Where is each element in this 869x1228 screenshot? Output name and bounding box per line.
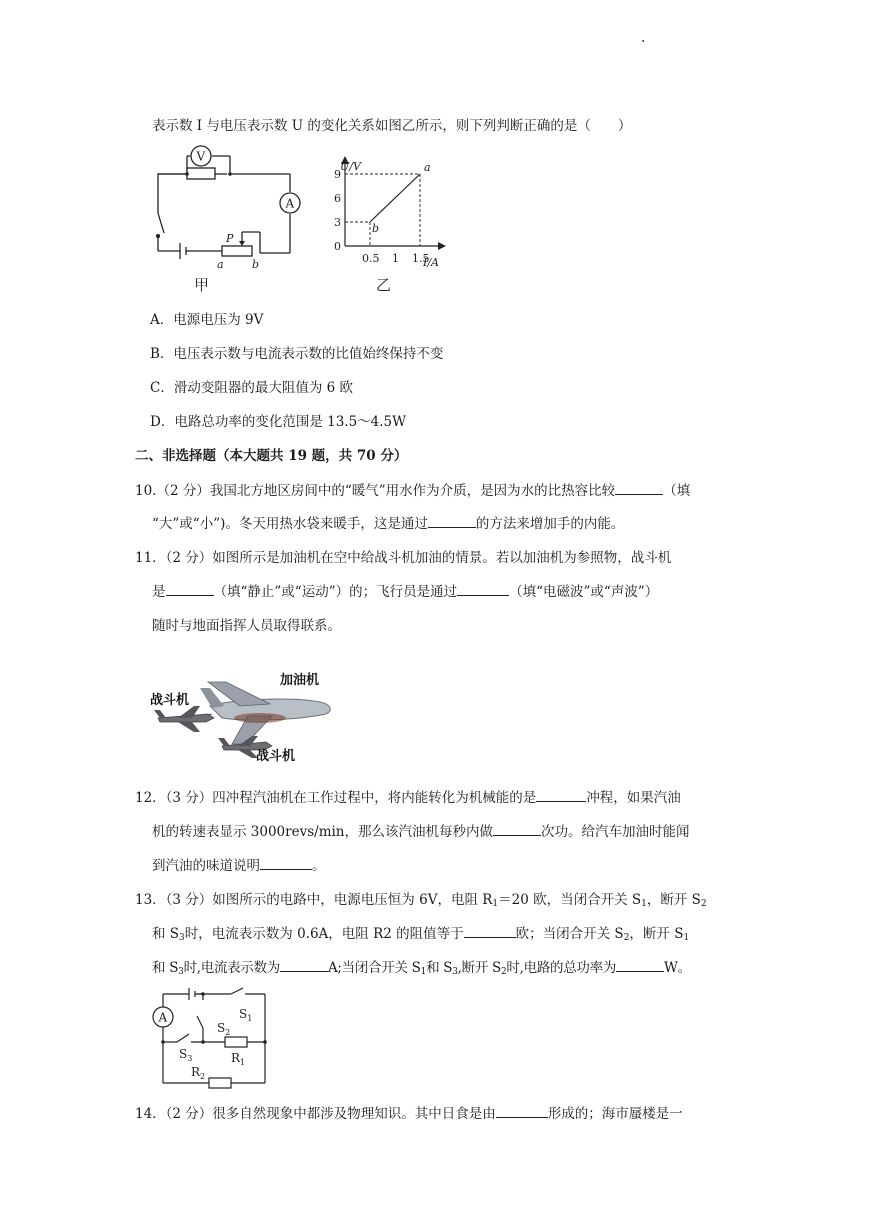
q12-line3 [152,854,326,874]
q13-sub: 1 [420,967,427,977]
q12-blank-3[interactable] [260,855,312,870]
ammeter-label-q13: A [158,1010,168,1025]
q13-line1 [135,888,707,909]
fighter-label-1: 战斗机 [150,693,190,708]
resistor-r2-label: $R_2$ [191,1065,206,1081]
q12-text-1: 12．（3 分）四冲程汽油机在工作过程中，将内能转化为机械能的是 [135,790,537,806]
switch-s3-label: $S_3$ [179,1047,193,1063]
q13-text-13: 时,电路的总功率为 [506,960,617,976]
q11-text-1: 是 [152,584,166,600]
q10-line2 [152,512,624,532]
slider-p-label: P [226,232,234,245]
x-tick-label: 1.5 [412,252,430,265]
q12-text-2: 冲程，如果汽油 [586,790,681,806]
q13-text-1: 13．（3 分）如图所示的电路中，电源电压恒为 6V，电阻 R [135,892,493,908]
q11-line2 [152,580,658,600]
q10-blank-2[interactable] [428,513,476,528]
q13-sub: 1 [641,899,647,909]
y-tick-label: 9 [334,168,341,181]
q9-option-b: B．电压表示数与电流表示数的比值始终保持不变 [150,346,444,362]
q13-text-9: 时,电流表示数为 [183,960,280,976]
refuel-image [148,666,338,766]
x-axis-label: I/A [423,256,439,269]
y-tick-label: 6 [334,192,341,205]
ui-chart [310,150,460,295]
rheostat-end-b: b [252,258,260,271]
q13-sub: 2 [500,967,507,977]
q13-sub: 2 [623,933,630,943]
q13-text-2: ＝20 欧，当闭合开关 S [498,892,642,908]
y-tick-label: 0 [334,240,341,253]
q10-blank-1[interactable] [615,480,663,495]
q13-sub: 1 [492,899,499,909]
fighter-plane-icon [154,706,214,732]
q12-text-5: 到汽油的味道说明 [152,858,260,874]
q13-text-4: 和 S [152,926,180,942]
point-label: b [372,222,380,235]
q14-blank-1[interactable] [496,1103,548,1118]
q11-blank-1[interactable] [166,581,214,596]
q12-line1 [135,786,681,806]
q12-blank-2[interactable] [493,821,541,836]
fighter-label-2: 战斗机 [256,749,296,764]
point-label: a [424,161,431,174]
q9-stem: 表示数 I 与电压表示数 U 的变化关系如图乙所示，则下列判断正确的是（ ） [152,118,632,134]
q10-line1 [135,479,690,499]
q9-option-d: D．电路总功率的变化范围是 13.5～4.5W [150,414,407,430]
section-heading: 二、非选择题（本大题共 19 题，共 70 分） [135,448,408,464]
q13-text-14: W。 [664,960,691,976]
q13-blank-3[interactable] [616,957,664,972]
q13-line3 [152,956,691,977]
header-dot: . [641,30,646,46]
q13-blank-1[interactable] [464,923,516,938]
x-tick-label: 0.5 [362,252,380,265]
q11-text-2: （填“静止”或“运动”）的；飞行员是通过 [213,584,458,600]
q13-line2 [152,922,689,943]
q12-text-6: 。 [312,858,326,874]
q13-sub: 3 [179,933,185,943]
q9-option-c: C．滑动变阻器的最大阻值为 6 欧 [150,380,354,396]
circuit-figure-jia [150,138,310,296]
q13-text-3: ，断开 S [646,892,701,908]
q9-option-a: A．电源电压为 9V [150,312,264,328]
q14-text-1: 14．（2 分）很多自然现象中都涉及物理知识。其中日食是由 [135,1106,496,1122]
q13-text-12: ,断开 S [457,960,501,976]
q12-text-3: 机的转速表显示 3000revs/min，那么该汽油机每秒内做 [152,824,494,840]
q13-sub: 1 [683,933,690,943]
ammeter-label: A [285,196,295,211]
figure-caption-jia: 甲 [194,276,210,294]
q14-text-2: 形成的；海市蜃楼是一 [547,1106,683,1122]
q13-text-8: 和 S [152,960,179,976]
resistor-r1-label: $R_1$ [231,1051,246,1067]
x-tick-label: 1 [392,252,399,265]
q10-text-2: （填 [663,483,691,499]
q13-sub: 3 [452,967,458,977]
circuit-figure-q13 [145,986,275,1090]
q13-sub: 2 [700,899,707,909]
q13-text-11: 和 S [426,960,453,976]
y-axis-label: U/V [340,160,361,173]
q11-blank-2[interactable] [457,581,509,596]
q10-text-4: 的方法来增加手的内能。 [475,516,625,532]
q14-line1 [135,1102,683,1122]
series-line [370,174,420,222]
q12-line2 [152,820,690,840]
q13-text-5: 时，电流表示数为 0.6A，电阻 R2 的阻值等于 [184,926,464,942]
tanker-label: 加油机 [280,673,320,688]
q13-text-6: 欧；当闭合开关 S [515,926,624,942]
q11-line1: 11．（2 分）如图所示是加油机在空中给战斗机加油的情景。若以加油机为参照物，战斗机 [135,550,672,566]
figure-caption-yi: 乙 [376,276,392,294]
voltmeter-label: V [196,149,206,164]
q12-blank-1[interactable] [536,787,586,802]
switch-s1-label: $S_1$ [239,1007,253,1023]
rheostat-end-a: a [217,258,224,271]
switch-s2-label: $S_2$ [217,1021,231,1037]
q11-text-3: （填“电磁波”或“声波”） [509,584,659,600]
tanker-plane-icon [186,682,330,744]
q12-text-4: 次功。给汽车加油时能闻 [541,824,690,840]
q13-sub: 3 [178,967,184,977]
q10-text-1: 10.（2 分）我国北方地区房间中的“暖气”用水作为介质，是因为水的比热容比较 [135,483,616,499]
q13-blank-2[interactable] [280,957,328,972]
y-tick-label: 3 [334,216,341,229]
q11-line3: 随时与地面指挥人员取得联系。 [152,618,341,634]
q10-text-3: “大”或“小”)。冬天用热水袋来暖手，这是通过 [152,516,428,532]
q13-text-10: A;当闭合开关 S [327,960,421,976]
q13-text-7: ，断开 S [629,926,684,942]
